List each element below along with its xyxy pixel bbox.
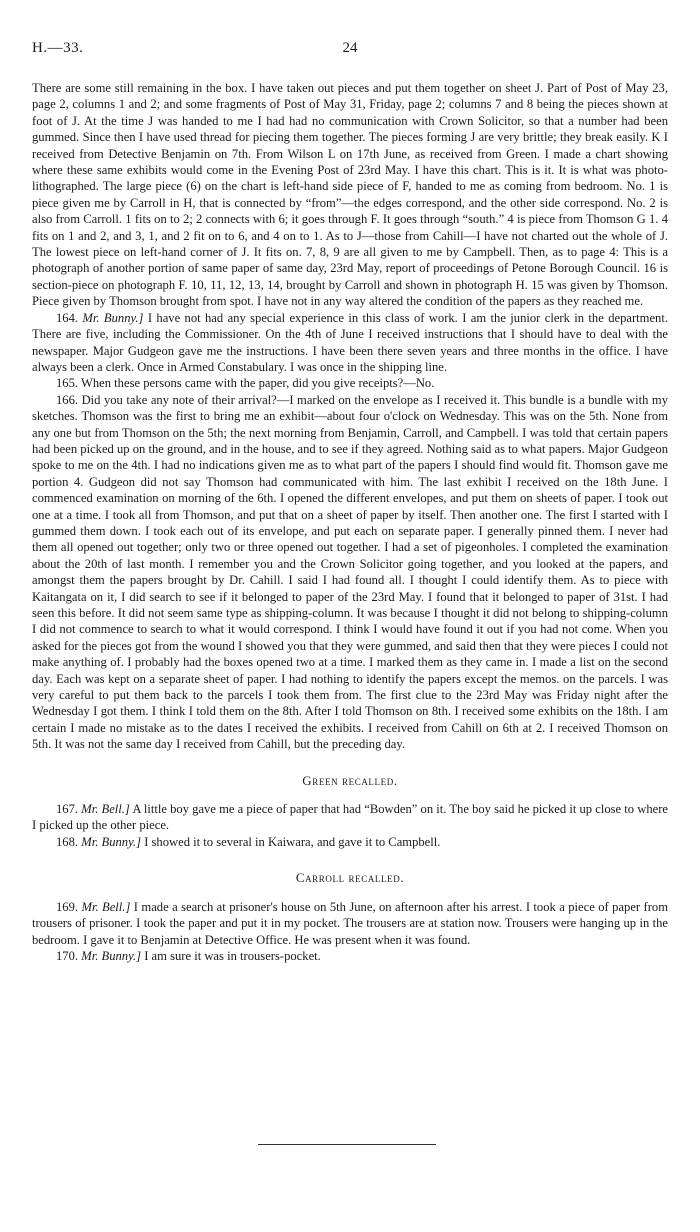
answer-text: I showed it to several in Kaiwara, and gave it to Campbell. [144, 834, 441, 849]
section-heading-carroll: Carroll recalled. [295, 870, 405, 886]
document-body [32, 80, 668, 964]
paragraph-text: There are some still remaining in the box. I have taken out pieces and put them together on sheet J. Part of Post of May 23, page 2, columns 1 and 2; and some fragments of Post of May 31, Friday, page 2; columns 7 and 8 being the pieces shown at foot of J. At the time J was handed to me I had had no communication with Crown Solicitor, so that a number had been gummed. Since then I have used thread for piecing them together. The pieces forming J are very brittle; they break easily. K I received from Detective Benjamin on 7th. From Wilson L on 17th June, as received from Green. I made a chart showing where these same exhibits would come in the Evening Post of 23rd May. I have this chart. This is it. It is what was photo-lithographed. The large piece (6) on the chart is left-hand side piece of F, handed to me as coming from bedroom. No. 1 is piece given me by Carroll in H, that is connected by “from”—the edges correspond, and the other side correspond. No. 2 is also from Carroll. 1 fits on to 2; 2 connects with 6; it goes through F. It goes through “south.” 4 is piece from Thomson G 1. 4 fits on 1 and 2, and 3, 1, and 2 fit on to 6, and 4 on to 1. As to J—those from Cahill—I have not charted out the whole of J. The lowest piece on left-hand corner of J. It fits on. 7, 8, 9 are all given to me by Campbell. Then, as to page 4: This is a photograph of another portion of same paper of same day, 23rd May, report of proceedings of Petone Borough Council. 16 is section-piece on photograph F. 10, 11, 12, 13, 14, brought by Carroll and shown in photograph H. 15 was given by Thomson. Piece given by Thomson brought from spot. I have not in any way altered the condition of the papers as they reached me. [32, 81, 668, 309]
question-164 [32, 310, 668, 376]
question-170 [32, 948, 668, 964]
speaker-name: Mr. Bell.] [81, 899, 131, 914]
speaker-name: Mr. Bunny.] [81, 948, 142, 963]
question-number: 168. [56, 834, 79, 849]
document-reference: H.—33. [32, 40, 84, 56]
question-168 [32, 834, 668, 850]
answer-text: When these persons came with the paper, did you give receipts?—No. [80, 376, 435, 391]
page-header [32, 40, 668, 60]
answer-text: A little boy gave me a piece of paper that had “Bowden” on it. The boy said he picked it up close to where I picked up the other piece. [32, 802, 668, 833]
speaker-name: Mr. Bunny.] [81, 834, 142, 849]
section-heading-green: Green recalled. [302, 772, 398, 788]
paragraph-continuation [32, 80, 668, 310]
answer-text: Did you take any note of their arrival?—I marked on the envelope as I received it. This bundle is a bundle with my sketches. Thomson was the first to bring me an exhibit—about four o'clock on Wednesday. This was on the 5th. None from any one but from Thomson on the 5th; the next morning from Benjamin, Carroll, and Campbell. I was told that certain papers had been picked up on the ground, and in the house, and to see if they agreed. Nothing said as to what papers. Major Gudgeon spoke to me on the 4th. I had no indications given me as to what part of the papers I should find would fit. Thomson gave me portion 4. Gudgeon did not say Thomson had communicated with him. The last exhibit I received on the 18th June. I commenced examination on morning of the 6th. I opened the different envelopes, and put them on sheets of paper. I took out one at a time. I took all from Thomson, and put that on a sheet of paper by itself. Then another one. The first I started with I gummed them down. I took each out of its envelope, and put each on separate paper. I generally pinned them. I never had them all opened out together; only two or three opened out together. I had a set of pigeonholes. I completed the examination about the 20th of last month. I remember you and the Crown Solicitor going together, and you looked at the papers, and amongst them the papers brought by Dr. Cahill. I said I had found all. I thought I could identify them. As to piece with Kaitangata on it, I did search to see if it belonged to paper of the 23rd May. I found that it belonged to paper of 31st. I had seen this before. It did not seem same type as shipping-column. It was because I thought it did not belong to shipping-column I did not commence to search to what it would correspond. I think I would have found it out if you had not come. When you asked for the pieces got from the wound I showed you that they were gummed, and said then that they were pieces I could not make anything of. I probably had the boxes opened two at a time. I marked them as they came in. I made a list on the second day. Each was kept on a separate sheet of paper. I had nothing to identify the papers except the memos. on the parcels. I was very careful to put them back to the parcels I took them from. The first clue to the 23rd May was Friday night after the Wednesday I got them. I think I told them on the 8th. After I told Thomson on 8th. I received some exhibits on the 18th. I am certain I made no mistake as to the dates I received the exhibits. I received from Cahill on 6th at 2. I received Thomson on 5th. It was not the same day I received from Cahill, but the preceding day. [32, 392, 668, 752]
question-number: 164. [56, 310, 79, 325]
page-number: 24 [342, 40, 358, 56]
answer-text: I made a search at prisoner's house on 5th June, on afternoon after his arrest. I took a piece of paper from trousers of prisoner. I took the paper and put it in my pocket. The trousers are at station now. Trousers were hanging up in the bedroom. I gave it to Benjamin at Detective Office. He was present when it was found. [32, 899, 669, 947]
question-166 [32, 392, 668, 753]
question-169 [32, 899, 668, 948]
question-number: 165. [56, 376, 79, 391]
question-number: 170. [56, 948, 79, 963]
speaker-name: Mr. Bell.] [81, 802, 130, 817]
question-number: 167. [56, 802, 79, 817]
answer-text: I have not had any special experience in this class of work. I am the junior clerk in the department. There are five, including the Commissioner. On the 4th of June I received instructions that I should have to deal with the newspaper. Major Gudgeon gave me the instructions. I have been there seven years and three months in the office. I have always been a clerk. Once in Armed Constabulary. I was once in the shipping line. [32, 310, 668, 374]
question-165 [32, 375, 668, 391]
question-number: 169. [56, 899, 79, 914]
answer-text: I am sure it was in trousers-pocket. [144, 948, 321, 963]
speaker-name: Mr. Bunny.] [82, 310, 144, 325]
question-167 [32, 801, 668, 834]
end-rule-divider [258, 1144, 436, 1145]
question-number: 166. [56, 392, 79, 407]
